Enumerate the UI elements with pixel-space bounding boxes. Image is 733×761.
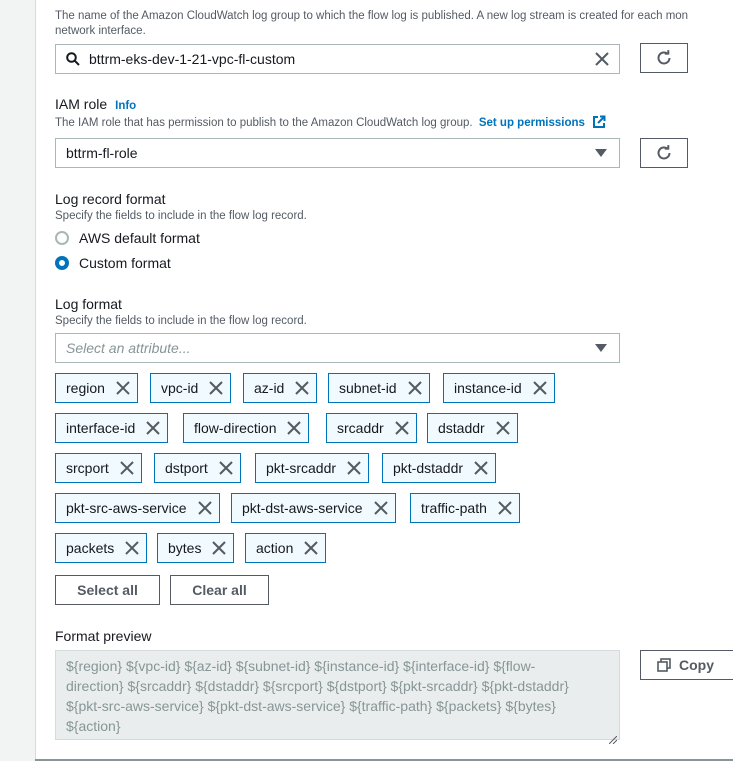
remove-token-icon[interactable] [119, 460, 135, 476]
radio-custom-format[interactable] [55, 255, 171, 271]
remove-token-icon[interactable] [394, 420, 410, 436]
log-group-value: bttrm-eks-dev-1-21-vpc-fl-custom [89, 51, 296, 67]
token-label: pkt-src-aws-service [66, 500, 187, 516]
token-action [245, 533, 326, 563]
remove-token-icon[interactable] [286, 420, 302, 436]
remove-token-icon[interactable] [473, 460, 489, 476]
log-group-description-continued: network interface. [55, 25, 146, 37]
remove-token-icon[interactable] [495, 420, 511, 436]
preview-line: ${action} [66, 718, 121, 734]
token-label: vpc-id [161, 380, 199, 396]
token-label: az-id [254, 380, 285, 396]
remove-token-icon[interactable] [218, 460, 234, 476]
caret-down-icon [595, 344, 607, 352]
token-region [55, 373, 138, 403]
remove-token-icon[interactable] [124, 540, 140, 556]
iam-role-description: The IAM role that has permission to publish to the Amazon CloudWatch log group. [55, 117, 473, 129]
token-label: region [66, 380, 105, 396]
token-label: traffic-path [421, 500, 487, 516]
refresh-icon [655, 49, 673, 67]
external-link-icon [592, 115, 606, 134]
remove-token-icon[interactable] [197, 500, 213, 516]
radio-aws-default-format[interactable] [55, 230, 200, 246]
remove-token-icon[interactable] [115, 380, 131, 396]
iam-role-label: IAM role [55, 96, 108, 112]
copy-icon [657, 658, 671, 672]
search-icon [66, 52, 80, 66]
radio-label: Custom format [79, 255, 171, 271]
token-pkt-dstaddr [382, 453, 496, 483]
remove-token-icon[interactable] [294, 380, 310, 396]
caret-down-icon [595, 149, 607, 157]
copy-button[interactable] [640, 650, 733, 680]
token-label: srcport [66, 460, 109, 476]
iam-role-description-row [55, 115, 606, 134]
token-label: pkt-srcaddr [266, 460, 337, 476]
token-label: pkt-dstaddr [393, 460, 464, 476]
preview-line: ${pkt-src-aws-service} ${pkt-dst-aws-service} ${traffic-path} ${packets} ${bytes} [66, 698, 556, 714]
log-format-description: Specify the fields to include in the flow log record. [55, 315, 307, 327]
radio-button[interactable] [55, 231, 69, 245]
refresh-log-group-button[interactable] [640, 43, 688, 73]
token-label: instance-id [454, 380, 522, 396]
token-label: packets [66, 540, 115, 556]
attribute-select[interactable] [55, 333, 620, 363]
left-rail [0, 0, 35, 761]
radio-button-selected[interactable] [55, 256, 69, 270]
token-vpc-id [150, 373, 231, 403]
token-interface-id [55, 413, 168, 443]
set-up-permissions-link[interactable]: Set up permissions [478, 117, 585, 129]
copy-label: Copy [679, 657, 714, 673]
token-label: interface-id [66, 420, 136, 436]
log-group-search-field[interactable] [55, 44, 620, 74]
iam-role-info-link[interactable]: Info [115, 100, 137, 112]
token-instance-id [443, 373, 555, 403]
token-label: subnet-id [339, 380, 397, 396]
log-format-label: Log format [55, 296, 122, 312]
remove-token-icon[interactable] [373, 500, 389, 516]
resize-handle-icon[interactable] [609, 729, 617, 737]
clear-all-button[interactable]: Clear all [170, 575, 269, 605]
preview-line: ${region} ${vpc-id} ${az-id} ${subnet-id} ${instance-id} ${interface-id} ${flow- [66, 658, 536, 674]
preview-line: direction} ${srcaddr} ${dstaddr} ${srcport} ${dstport} ${pkt-srcaddr} ${pkt-dstaddr} [66, 678, 569, 694]
remove-token-icon[interactable] [532, 380, 548, 396]
token-subnet-id [328, 373, 430, 403]
token-packets [55, 533, 147, 563]
format-preview-textarea[interactable] [55, 650, 620, 740]
iam-role-label-row [55, 96, 136, 112]
token-dstaddr [427, 413, 518, 443]
token-label: bytes [168, 540, 202, 556]
token-label: flow-direction [194, 420, 277, 436]
token-bytes [157, 533, 234, 563]
remove-token-icon[interactable] [303, 540, 319, 556]
log-record-format-label: Log record format [55, 191, 166, 207]
token-flow-direction [183, 413, 309, 443]
token-label: action [256, 540, 294, 556]
token-label: dstaddr [438, 420, 485, 436]
token-pkt-src-aws-service [55, 493, 220, 523]
log-record-format-description: Specify the fields to include in the flow log record. [55, 210, 307, 222]
format-preview-label: Format preview [55, 628, 152, 644]
select-all-button[interactable]: Select all [55, 575, 160, 605]
iam-role-select[interactable] [55, 138, 620, 168]
token-pkt-dst-aws-service [231, 493, 396, 523]
token-srcport [55, 453, 142, 483]
attribute-select-placeholder: Select an attribute... [66, 340, 191, 356]
token-az-id [243, 373, 317, 403]
radio-label: AWS default format [79, 230, 200, 246]
token-dstport [154, 453, 241, 483]
token-traffic-path [410, 493, 520, 523]
remove-token-icon[interactable] [497, 500, 513, 516]
log-group-description: The name of the Amazon CloudWatch log group to which the flow log is published. A new log stream is created for each mon [55, 10, 689, 22]
refresh-iam-role-button[interactable] [640, 138, 688, 168]
iam-role-value: bttrm-fl-role [66, 145, 138, 161]
token-pkt-srcaddr [255, 453, 369, 483]
token-label: srcaddr [337, 420, 384, 436]
token-label: pkt-dst-aws-service [242, 500, 363, 516]
remove-token-icon[interactable] [346, 460, 362, 476]
refresh-icon [655, 144, 673, 162]
remove-token-icon[interactable] [208, 380, 224, 396]
token-label: dstport [165, 460, 208, 476]
clear-icon[interactable] [595, 52, 609, 66]
token-srcaddr [326, 413, 417, 443]
remove-token-icon[interactable] [145, 420, 161, 436]
remove-token-icon[interactable] [211, 540, 227, 556]
remove-token-icon[interactable] [407, 380, 423, 396]
